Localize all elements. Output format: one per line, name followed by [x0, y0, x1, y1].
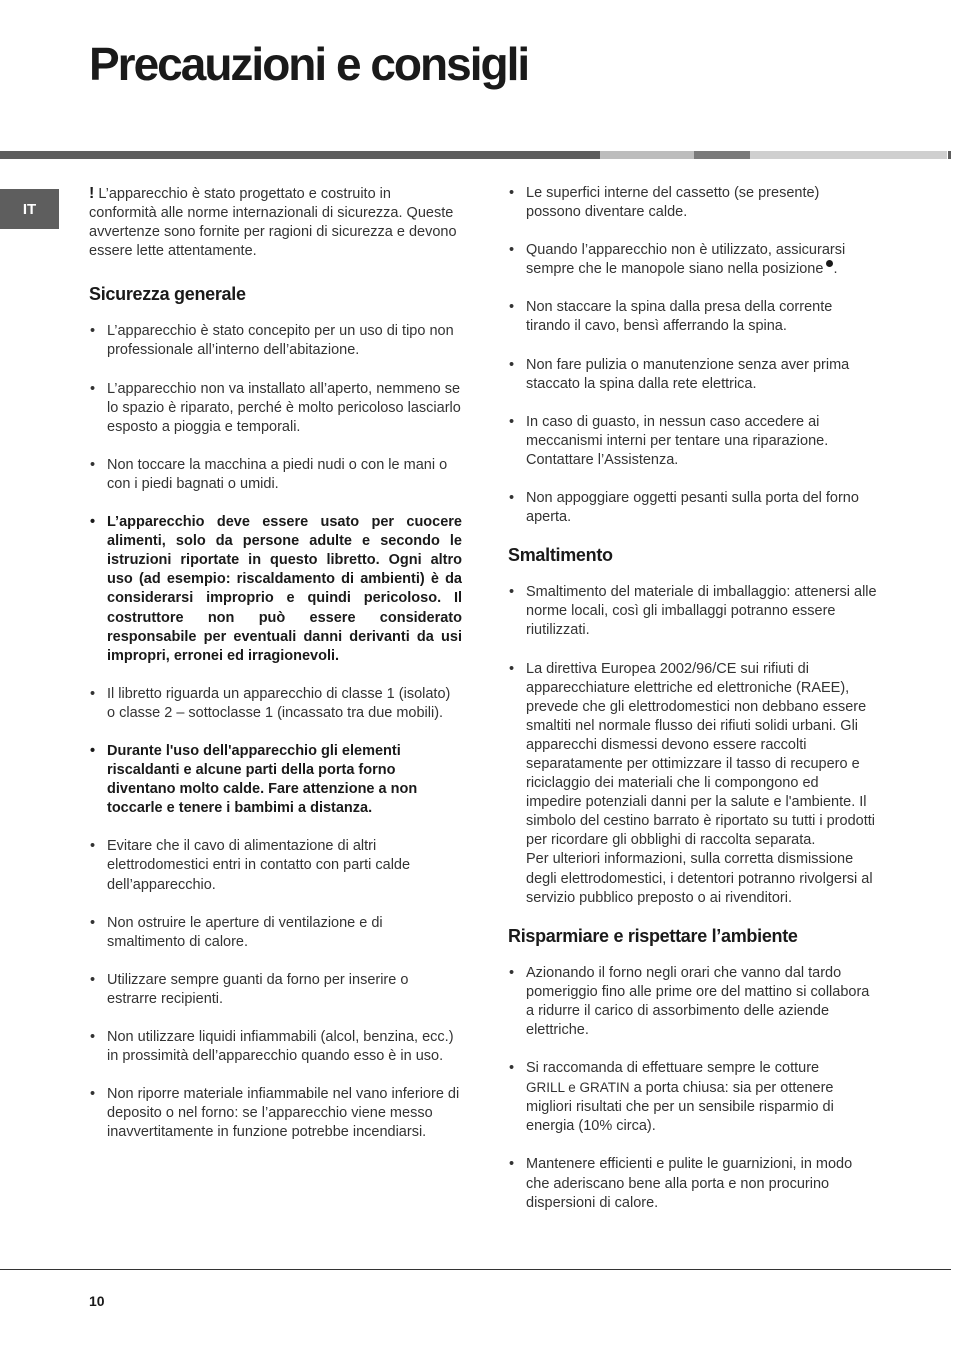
list-item: • Non utilizzare liquidi infiammabili (alcol, benzina, ecc.) in prossimità dell’apparecchio quando esso è in uso.	[89, 1028, 462, 1066]
list-item: • Azionando il forno negli orari che vanno dal tardo pomeriggio fino alle prime ore del mattino si collabora a ridurre il carico di assorbimento delle aziende elettriche.	[508, 964, 878, 1040]
list-item-bold: • Durante l'uso dell'apparecchio gli elementi riscaldanti e alcune parti della porta forno diventano molto calde. Fare attenzione a non toccarle e tenere i bambimi a distanza.	[89, 742, 462, 818]
intro-text: L’apparecchio è stato progettato e costruito in conformità alle norme internazionali di sicurezza. Queste avvertenze sono fornite per ragioni di sicurezza e devono essere lette attentamente.	[89, 186, 457, 260]
page-title: Precauzioni e consigli	[89, 38, 529, 90]
header-rule-dark	[0, 151, 600, 159]
list-item-text: Quando l’apparecchio non è utilizzato, assicurarsi sempre che le manopole siano nella posizione	[526, 242, 846, 278]
list-item-text: a porta chiusa: sia per ottenere migliori risultati che per un sensibile risparmio di energia (10% circa).	[526, 1080, 834, 1135]
list-item-suffix: .	[833, 261, 838, 278]
footer-rule	[0, 1269, 951, 1270]
grill-label: GRILL	[526, 1080, 565, 1096]
list-item: • Non toccare la macchina a piedi nudi o con le mani o con i piedi bagnati o umidi.	[89, 456, 462, 494]
list-item-extra: Per ulteriori informazioni, sulla corretta dismissione degli elettrodomestici, i detentori potranno rivolgersi al servizio pubblico preposto o ai rivenditori.	[526, 851, 873, 906]
list-item: • Non appoggiare oggetti pesanti sulla porta del forno aperta.	[508, 489, 878, 527]
list-item-text: La direttiva Europea 2002/96/CE sui rifiuti di apparecchiature elettriche ed elettroniche (RAEE), prevede che gli elettrodomestici non debbano essere smaltiti nel normale flusso dei rifiuti solidi urbani. Gli apparecchi dismessi devono essere raccolti separatamente per ottimizzare il tasso di recupero e riciclaggio dei materiali che li compongono ed impedire potenziali danni per la salute e l'ambiente. Il simbolo del cestino barrato è riportato su tutti i prodotti per ricordare gli obblighi di raccolta separata.	[526, 660, 875, 849]
list-item: • Mantenere efficienti e pulite le guarnizioni, in modo che aderiscano bene alla porta e non procurino dispersioni di calore.	[508, 1155, 878, 1212]
list-item	[508, 1059, 878, 1136]
section-title-smaltimento: Smaltimento	[508, 545, 613, 566]
list-item: • Il libretto riguarda un apparecchio di classe 1 (isolato) o classe 2 – sottoclasse 1 (incassato tra due mobili).	[89, 685, 462, 723]
sicurezza-list-continued	[508, 184, 878, 527]
conjunction: e	[564, 1080, 580, 1096]
section-title-sicurezza: Sicurezza generale	[89, 284, 246, 305]
gratin-label: GRATIN	[579, 1080, 630, 1096]
list-item-bold: • L’apparecchio deve essere usato per cuocere alimenti, solo da persone adulte e secondo le istruzioni riportate in questo libretto. Ogni altro uso (ad esempio: riscaldamento di ambienti) è da considerarsi improprio e quindi pericoloso. Il costruttore non può essere considerato responsabile per eventuali danni derivanti da usi impropri, erronei ed irragionevoli.	[89, 513, 462, 666]
list-item: • Smaltimento del materiale di imballaggio: attenersi alle norme locali, così gli imballaggi potranno essere riutilizzati.	[508, 583, 878, 640]
risparmiare-list	[508, 964, 878, 1213]
list-item: • In caso di guasto, in nessun caso accedere ai meccanismi interni per tentare una riparazione. Contattare l’Assistenza.	[508, 413, 878, 470]
language-tab: IT	[0, 189, 59, 229]
list-item: • Evitare che il cavo di alimentazione di altri elettrodomestici entri in contatto con parti calde dell’apparecchio.	[89, 837, 462, 894]
list-item: • L’apparecchio è stato concepito per un uso di tipo non professionale all’interno dell’abitazione.	[89, 322, 462, 360]
list-item: • Non riporre materiale infiammabile nel vano inferiore di deposito o nel forno: se l’apparecchio viene messo inavvertitamente in funzione potrebbe incendiarsi.	[89, 1085, 462, 1142]
header-rule-mid	[694, 151, 750, 159]
list-item	[508, 660, 878, 908]
list-item: • Le superfici interne del cassetto (se presente) possono diventare calde.	[508, 184, 878, 222]
list-item: • Non fare pulizia o manutenzione senza aver prima staccato la spina dalla rete elettrica.	[508, 356, 878, 394]
warning-mark: !	[89, 185, 95, 202]
header-rule-pale	[750, 151, 947, 159]
list-item: • Non staccare la spina dalla presa della corrente tirando il cavo, bensì afferrando la spina.	[508, 298, 878, 336]
list-item: • Non ostruire le aperture di ventilazione e di smaltimento di calore.	[89, 914, 462, 952]
list-item-knob-position	[508, 241, 878, 279]
header-rule-end	[948, 151, 951, 159]
header-rule-light	[600, 151, 694, 159]
intro-warning	[89, 184, 462, 261]
smaltimento-list	[508, 583, 878, 908]
section-title-risparmiare: Risparmiare e rispettare l’ambiente	[508, 925, 798, 946]
list-item-text: Si raccomanda di effettuare sempre le cotture	[526, 1060, 820, 1077]
right-column	[508, 184, 878, 1213]
sicurezza-list	[89, 322, 462, 1142]
list-item: • L’apparecchio non va installato all’aperto, nemmeno se lo spazio è riparato, perché è molto pericoloso lasciarlo esposto a pioggia e temporali.	[89, 380, 462, 437]
page-number: 10	[89, 1293, 105, 1309]
left-column	[89, 184, 462, 1142]
list-item: • Utilizzare sempre guanti da forno per inserire o estrarre recipienti.	[89, 971, 462, 1009]
